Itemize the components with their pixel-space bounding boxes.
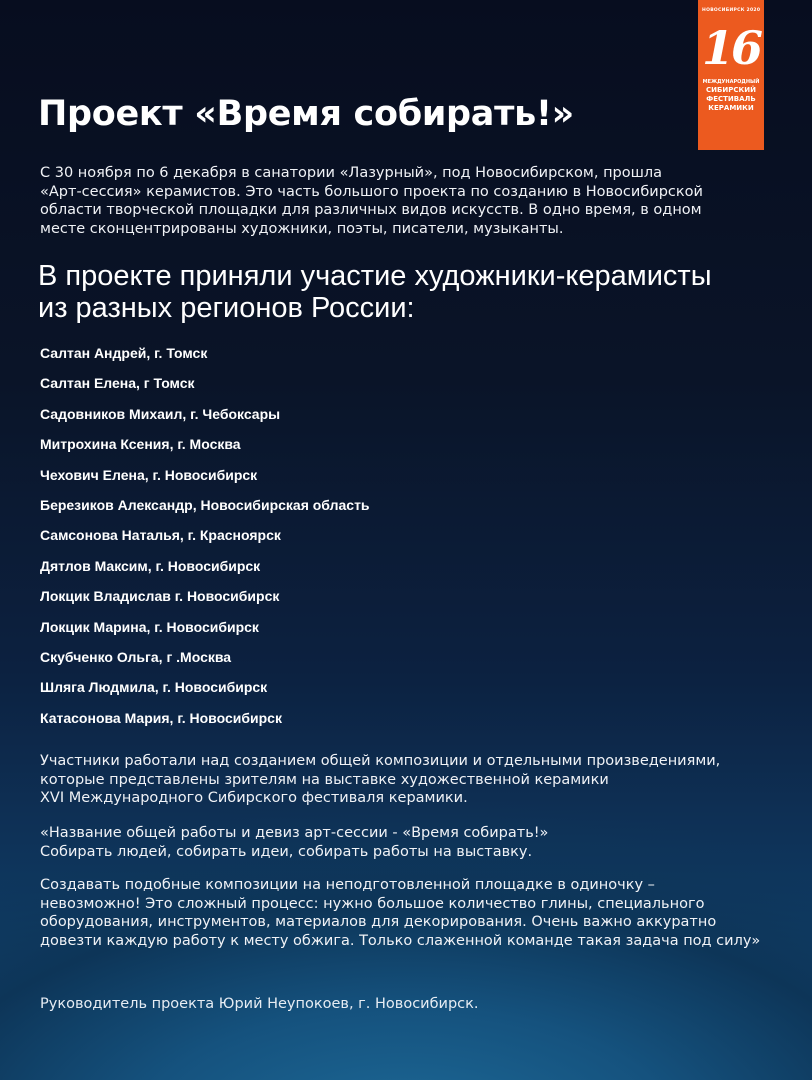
paragraph-line: довезти каждую работу к месту обжига. Только слаженной команде такая задача под силу» bbox=[40, 932, 761, 949]
paragraph-line: невозможно! Это сложный процесс: нужно большое количество глины, специального bbox=[40, 895, 705, 912]
logo-line-1: МЕЖДУНАРОДНЫЙ bbox=[702, 79, 760, 85]
participant-item: Самсонова Наталья, г. Красноярск bbox=[40, 527, 281, 544]
intro-line: месте сконцентрированы художники, поэты, писатели, музыканты. bbox=[40, 220, 564, 237]
paragraph-line: Создавать подобные композиции на неподготовленной площадке в одиночку – bbox=[40, 877, 655, 893]
motto-paragraph bbox=[40, 824, 780, 861]
logo-line-3: ФЕСТИВАЛЬ bbox=[706, 95, 756, 103]
intro-line: области творческой площадки для различных видов искусств. В одно время, в одном bbox=[40, 202, 702, 218]
participants-heading bbox=[38, 260, 798, 324]
participant-item: Салтан Елена, г Томск bbox=[40, 375, 195, 392]
participants-list bbox=[40, 344, 370, 739]
intro-paragraph bbox=[40, 164, 760, 238]
intro-line: «Арт-сессия» керамистов. Это часть большого проекта по созданию в Новосибирской bbox=[40, 183, 703, 200]
participant-item: Чехович Елена, г. Новосибирск bbox=[40, 466, 258, 483]
logo-year-text: НОВОСИБИРСК 2020 bbox=[702, 8, 761, 13]
participant-item: Салтан Андрей, г. Томск bbox=[40, 345, 208, 361]
participant-item: Локцик Марина, г. Новосибирск bbox=[40, 618, 259, 635]
paragraph-line: «Название общей работы и девиз арт-сессии - «Время собирать!» bbox=[40, 825, 549, 841]
participant-item: Катасонова Мария, г. Новосибирск bbox=[40, 709, 282, 726]
page-title: Проект «Время собирать!» bbox=[38, 94, 574, 134]
festival-logo bbox=[698, 0, 764, 150]
intro-line: С 30 ноября по 6 декабря в санатории «Лазурный», под Новосибирском, прошла bbox=[40, 165, 663, 181]
paragraph-line: Участники работали над созданием общей композиции и отдельными произведениями, bbox=[40, 753, 721, 769]
heading-line: В проекте приняли участие художники-керамисты bbox=[38, 260, 712, 292]
paragraph-line: Собирать людей, собирать идеи, собирать работы на выставку. bbox=[40, 843, 533, 860]
paragraph-line: XVI Международного Сибирского фестиваля керамики. bbox=[40, 790, 468, 806]
logo-number: 16 bbox=[702, 21, 761, 75]
participant-item: Березиков Александр, Новосибирская область bbox=[40, 496, 370, 513]
heading-line: из разных регионов России: bbox=[38, 292, 415, 324]
participant-item: Скубченко Ольга, г .Москва bbox=[40, 648, 232, 665]
participant-item: Дятлов Максим, г. Новосибирск bbox=[40, 557, 261, 574]
project-leader-credit: Руководитель проекта Юрий Неупокоев, г. Новосибирск. bbox=[40, 996, 479, 1012]
participant-item: Митрохина Ксения, г. Москва bbox=[40, 436, 241, 453]
work-description-paragraph bbox=[40, 752, 780, 808]
paragraph-line: которые представлены зрителям на выставке художественной керамики bbox=[40, 771, 609, 788]
paragraph-line: оборудования, инструментов, материалов для декорирования. Очень важно аккуратно bbox=[40, 914, 717, 930]
participant-item: Локцик Владислав г. Новосибирск bbox=[40, 588, 280, 605]
logo-line-4: КЕРАМИКИ bbox=[708, 104, 754, 112]
process-paragraph bbox=[40, 876, 780, 950]
logo-line-2: СИБИРСКИЙ bbox=[706, 86, 756, 94]
participant-item: Шляга Людмила, г. Новосибирск bbox=[40, 679, 268, 696]
participant-item: Садовников Михаил, г. Чебоксары bbox=[40, 405, 281, 422]
